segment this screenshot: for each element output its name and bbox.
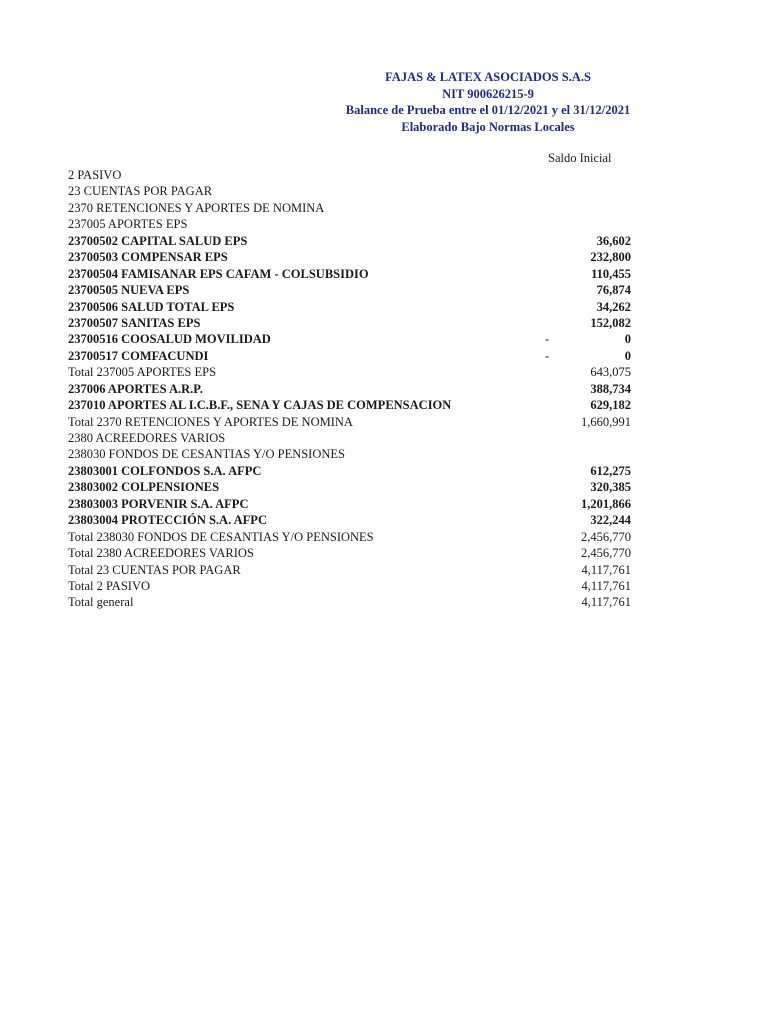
amount-value: 36,602 <box>596 233 631 248</box>
account-label: Total 2370 RETENCIONES Y APORTES DE NOMINA <box>68 414 353 429</box>
account-label: 237006 APORTES A.R.P. <box>68 381 203 396</box>
dash-marker: - <box>545 332 550 347</box>
account-label: 23700506 SALUD TOTAL EPS <box>68 299 235 314</box>
table-row <box>0 463 768 479</box>
account-label: 237010 APORTES AL I.C.B.F., SENA Y CAJAS DE COMPENSACION <box>68 398 452 413</box>
account-label: 23700517 COMFACUNDI <box>68 348 209 363</box>
table-row <box>0 594 768 610</box>
table-row <box>0 578 768 594</box>
account-label: 2380 ACREEDORES VARIOS <box>68 431 226 445</box>
amount-value: 322,244 <box>590 513 631 528</box>
report-period: Balance de Prueba entre el 01/12/2021 y el 31/12/2021 <box>345 103 631 117</box>
amount-value: 34,262 <box>596 299 631 314</box>
account-label: 23803004 PROTECCIÓN S.A. AFPC <box>68 513 267 528</box>
table-row <box>0 299 768 315</box>
amount-value: 612,275 <box>590 463 631 478</box>
account-label: Total 2380 ACREEDORES VARIOS <box>68 546 254 561</box>
amount-value: 643,075 <box>590 365 631 380</box>
table-row <box>0 266 768 282</box>
amount-value: 4,117,761 <box>581 578 631 593</box>
dash-marker: - <box>545 348 550 363</box>
account-label: 23803001 COLFONDOS S.A. AFPC <box>68 463 262 478</box>
account-label: Total 2 PASIVO <box>68 578 151 593</box>
table-row <box>0 446 768 462</box>
account-label: 238030 FONDOS DE CESANTIAS Y/O PENSIONES <box>68 447 345 462</box>
amount-value: 629,182 <box>590 398 631 413</box>
amount-value: 152,082 <box>590 315 631 330</box>
company-nit: NIT 900626215-9 <box>442 86 534 101</box>
amount-value: 320,385 <box>590 480 631 495</box>
table-row <box>0 348 768 364</box>
account-label: Total 237005 APORTES EPS <box>68 365 217 380</box>
amount-value: 2,456,770 <box>581 529 631 544</box>
table-row <box>0 331 768 347</box>
company-name: FAJAS & LATEX ASOCIADOS S.A.S <box>385 70 591 84</box>
table-row <box>0 315 768 331</box>
table-row <box>0 562 768 578</box>
column-header-saldo-inicial: Saldo Inicial <box>548 151 612 165</box>
table-row <box>0 512 768 528</box>
table-row <box>0 529 768 545</box>
account-label: Total 238030 FONDOS DE CESANTIAS Y/O PENSIONES <box>68 529 374 544</box>
account-label: Total 23 CUENTAS POR PAGAR <box>68 562 241 577</box>
amount-value: 0 <box>624 348 631 363</box>
table-row <box>0 496 768 512</box>
account-label: 23803002 COLPENSIONES <box>68 480 220 495</box>
table-row <box>0 183 768 199</box>
table-row <box>0 216 768 232</box>
balance-table <box>0 167 768 611</box>
table-row <box>0 364 768 380</box>
amount-value: 4,117,761 <box>581 562 631 577</box>
table-row <box>0 430 768 446</box>
table-row <box>0 381 768 397</box>
amount-value: 388,734 <box>590 381 631 396</box>
amount-value: 2,456,770 <box>581 546 631 561</box>
amount-value: 110,455 <box>591 266 631 281</box>
table-row <box>0 249 768 265</box>
account-label: 23700502 CAPITAL SALUD EPS <box>68 233 248 248</box>
account-label: 2 PASIVO <box>68 168 122 182</box>
amount-value: 1,660,991 <box>581 414 631 429</box>
amount-value: 232,800 <box>590 250 631 265</box>
table-row <box>0 282 768 298</box>
account-label: 23700516 COOSALUD MOVILIDAD <box>68 332 271 347</box>
amount-value: 76,874 <box>596 283 631 298</box>
account-label: 23700505 NUEVA EPS <box>68 283 190 298</box>
table-row <box>0 167 768 183</box>
account-label: 23700507 SANITAS EPS <box>68 315 201 330</box>
amount-value: 4,117,761 <box>581 595 631 610</box>
account-label: 23803003 PORVENIR S.A. AFPC <box>68 496 249 511</box>
table-row <box>0 233 768 249</box>
table-row <box>0 200 768 216</box>
account-label: 23 CUENTAS POR PAGAR <box>68 184 213 199</box>
table-row <box>0 545 768 561</box>
account-label: 23700504 FAMISANAR EPS CAFAM - COLSUBSIDIO <box>68 266 369 281</box>
report-basis: Elaborado Bajo Normas Locales <box>401 119 575 134</box>
table-row <box>0 414 768 430</box>
account-label: 237005 APORTES EPS <box>68 217 188 232</box>
account-label: 2370 RETENCIONES Y APORTES DE NOMINA <box>68 200 325 215</box>
account-label: 23700503 COMPENSAR EPS <box>68 250 228 265</box>
account-label: Total general <box>68 595 134 610</box>
table-row <box>0 479 768 495</box>
amount-value: 0 <box>624 332 631 347</box>
table-row <box>0 397 768 413</box>
amount-value: 1,201,866 <box>581 496 631 511</box>
